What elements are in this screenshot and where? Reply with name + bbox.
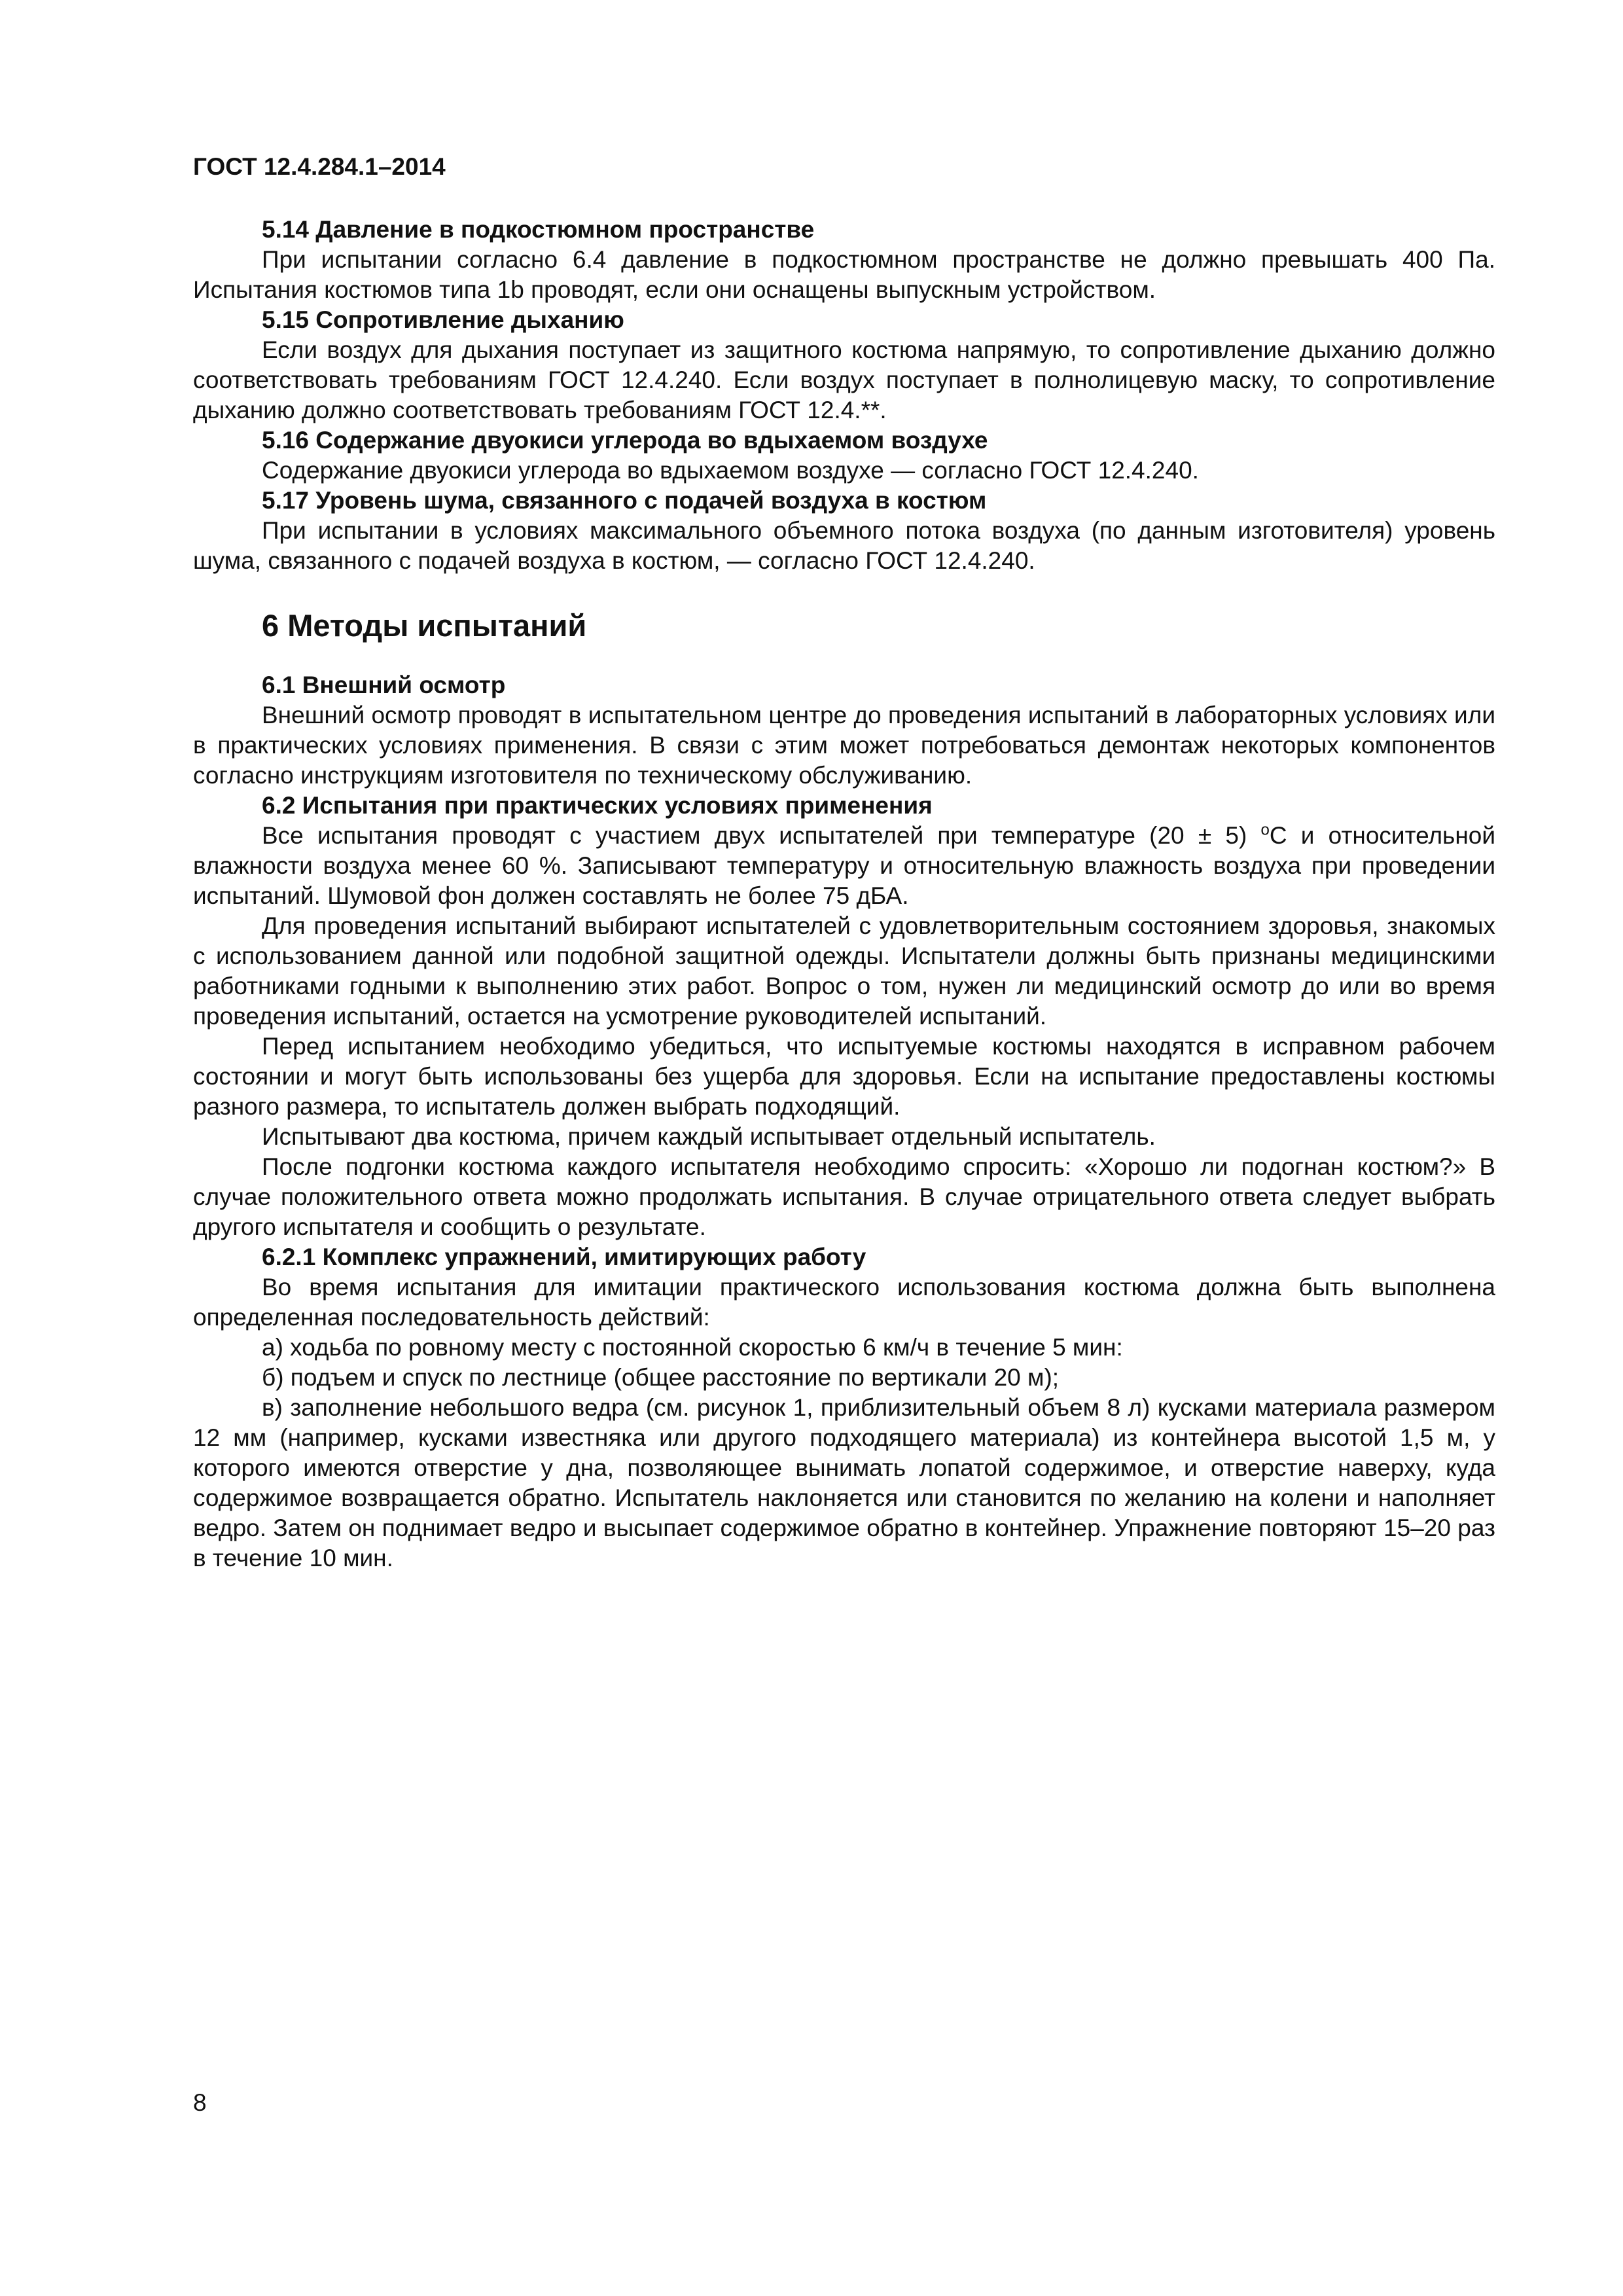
degree-superscript: o <box>1260 821 1270 839</box>
paragraph-5-14: При испытании согласно 6.4 давление в подкостюмном пространстве не должно превышать 400 Па. Испытания костюмов типа 1b проводят, если они оснащены выпускным устройством. <box>193 246 1495 303</box>
paragraph-6-2-3: Перед испытанием необходимо убедиться, что испытуемые костюмы находятся в исправном рабочем состоянии и могут быть использованы без ущерба для здоровья. Если на испытание предоставлены костюмы разного размера, то испытатель должен выбрать подходящий. <box>193 1033 1495 1120</box>
list-item-a: а) ходьба по ровному месту с постоянной скоростью 6 км/ч в течение 5 мин: <box>262 1334 1123 1361</box>
section-heading-6-2-1: 6.2.1 Комплекс упражнений, имитирующих работу <box>262 1244 866 1270</box>
document-body <box>193 215 1495 1573</box>
document-header: ГОСТ 12.4.284.1–2014 <box>193 153 446 180</box>
paragraph-6-2-5: После подгонки костюма каждого испытателя необходимо спросить: «Хорошо ли подогнан костюм?» В случае положительного ответа можно продолжать испытания. В случае отрицательного ответа следует выбрать другого испытателя и сообщить о результате. <box>193 1153 1495 1240</box>
paragraph-6-2-2: Для проведения испытаний выбирают испытателей с удовлетворительным состоянием здоровья, знакомых с использованием данной или подобной защитной одежды. Испытатели должны быть признаны медицинскими работниками годными к выполнению этих работ. Вопрос о том, нужен ли медицинский осмотр до или во время проведения испытаний, остается на усмотрение руководителей испытаний. <box>193 912 1495 1030</box>
paragraph-5-17: При испытании в условиях максимального объемного потока воздуха (по данным изготовителя) уровень шума, связанного с подачей воздуха в костюм, — согласно ГОСТ 12.4.240. <box>193 517 1495 574</box>
paragraph-6-2-1 <box>193 821 1495 911</box>
section-heading-5-15: 5.15 Сопротивление дыханию <box>262 306 624 333</box>
paragraph-6-2-1-end: C и относительной влажности воздуха менее 60 %. Записывают температуру и относительную влажность воздуха при проведении испытаний. Шумовой фон должен составлять не более 75 дБА. <box>193 822 1496 909</box>
paragraph-6-2-1-intro: Во время испытания для имитации практического использования костюма должна быть выполнена определенная последовательность действий: <box>193 1274 1495 1331</box>
chapter-title-6: 6 Методы испытаний <box>262 608 587 643</box>
section-heading-5-17: 5.17 Уровень шума, связанного с подачей воздуха в костюм <box>262 487 987 514</box>
page-number: 8 <box>193 2089 207 2116</box>
paragraph-5-15: Если воздух для дыхания поступает из защитного костюма напрямую, то сопротивление дыханию должно соответствовать требованиям ГОСТ 12.4.240. Если воздух поступает в полнолицевую маску, то сопротивление дыханию должно соответствовать требованиям ГОСТ 12.4.**. <box>193 336 1495 423</box>
paragraph-5-16: Содержание двуокиси углерода во вдыхаемом воздухе — согласно ГОСТ 12.4.240. <box>262 457 1199 484</box>
section-heading-5-14: 5.14 Давление в подкостюмном пространстве <box>262 216 815 243</box>
section-heading-5-16: 5.16 Содержание двуокиси углерода во вдыхаемом воздухе <box>262 427 988 454</box>
section-heading-6-2: 6.2 Испытания при практических условиях применения <box>262 792 933 819</box>
paragraph-6-1: Внешний осмотр проводят в испытательном центре до проведения испытаний в лабораторных условиях или в практических условиях применения. В связи с этим может потребоваться демонтаж некоторых компонентов согласно инструкциям изготовителя по техническому обслуживанию. <box>193 702 1495 789</box>
paragraph-6-2-4: Испытывают два костюма, причем каждый испытывает отдельный испытатель. <box>262 1123 1156 1150</box>
list-item-b: б) подъем и спуск по лестнице (общее расстояние по вертикали 20 м); <box>262 1364 1060 1391</box>
section-heading-6-1: 6.1 Внешний осмотр <box>262 672 506 698</box>
paragraph-6-2-1-start: Все испытания проводят с участием двух испытателей при температуре (20 ± 5) <box>262 822 1261 849</box>
list-item-c: в) заполнение небольшого ведра (см. рисунок 1, приблизительный объем 8 л) кусками материала размером 12 мм (например, кусками известняка или другого подходящего материала) из контейнера высотой 1,5 м, у которого имеются отверстие у дна, позволяющее вынимать лопатой содержимое, и отверстие наверху, куда содержимое возвращается обратно. Испытатель наклоняется или становится по желанию на колени и наполняет ведро. Затем он поднимает ведро и высыпает содержимое обратно в контейнер. Упражнение повторяют 15–20 раз в течение 10 мин. <box>193 1394 1495 1571</box>
